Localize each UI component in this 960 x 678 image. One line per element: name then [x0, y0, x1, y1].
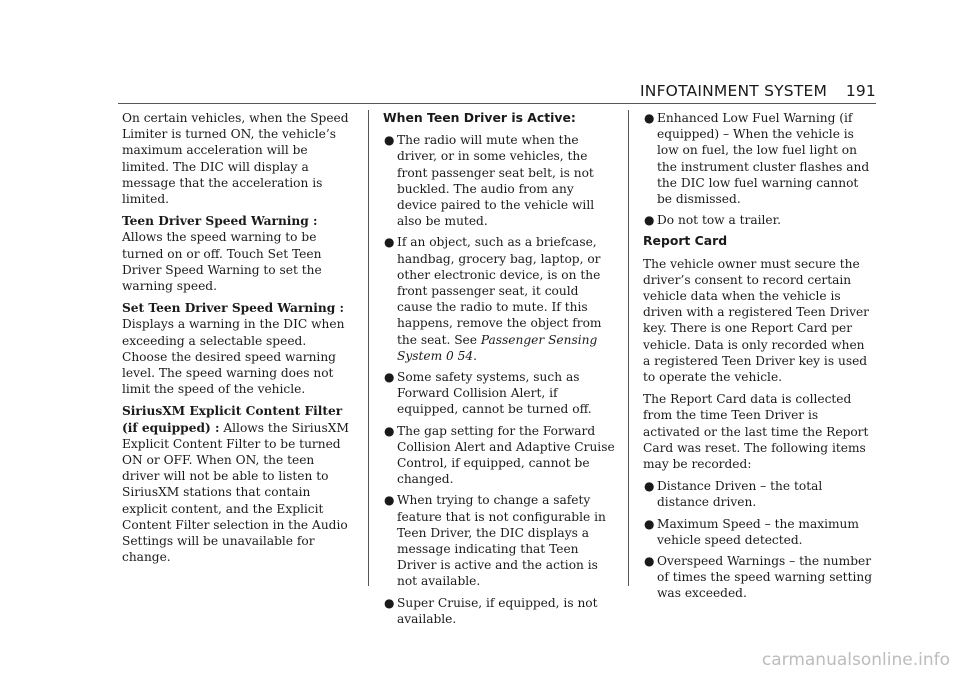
bullet-icon: ●	[644, 516, 655, 531]
term: Set Teen Driver Speed Warning :	[122, 301, 344, 316]
column-right	[643, 110, 875, 607]
list-item: ● When trying to change a safety feature that is not configurable in Teen Driver, the DIC displays a message indicating that Teen Driver is active and the action is not available.	[384, 493, 606, 589]
bullet-icon: ●	[644, 554, 655, 569]
bullet-icon: ●	[644, 111, 655, 125]
column-middle	[383, 110, 615, 632]
definition: Displays a warning in the DIC when exceeding a selectable speed. Choose the desired speed warning level. The speed warning does not limit the speed of the vehicle.	[122, 317, 345, 397]
bullet-icon: ●	[644, 479, 655, 494]
section-heading: Report Card	[643, 233, 728, 249]
list-item: ● The gap setting for the Forward Collision Alert and Adaptive Cruise Control, if equipped, cannot be changed.	[384, 423, 615, 487]
paragraph	[122, 213, 354, 294]
column-divider	[368, 110, 369, 586]
paragraph	[122, 300, 354, 397]
paragraph	[122, 403, 354, 565]
definition: Allows the speed warning to be turned on or off. Touch Set Teen Driver Speed Warning to set the warning speed.	[122, 230, 322, 294]
header-rule	[118, 103, 876, 104]
cross-reference-page: 0 54.	[442, 348, 478, 363]
definition: Allows the SiriusXM Explicit Content Filter to be turned ON or OFF. When ON, the teen driver will not be able to listen to SiriusXM stations that contain explicit content, and the Explicit Content Filter selection in the Audio Settings will be unavailable for change.	[122, 420, 349, 565]
list-item: ● The radio will mute when the driver, or in some vehicles, the front passenger seat belt, is not buckled. The audio from any device paired to the vehicle will also be muted.	[384, 133, 595, 229]
list-item: ● If an object, such as a briefcase, handbag, grocery bag, laptop, or other electronic device, is on the front passenger seat, it could cause the radio to mute. If this happens, remove the object from the seat. See Passenger Sensing System 0 54.	[384, 235, 602, 363]
column-divider	[628, 110, 629, 586]
page-number: 191	[845, 82, 876, 100]
paragraph: On certain vehicles, when the Speed Limiter is turned ON, the vehicle’s maximum acceleration will be limited. The DIC will display a message that the acceleration is limited.	[122, 111, 349, 207]
column-left	[122, 110, 354, 571]
list-item: ● Overspeed Warnings – the number of times the speed warning setting was exceeded.	[644, 554, 873, 601]
list-item: ● Do not tow a trailer.	[644, 213, 781, 228]
list-item: ● Enhanced Low Fuel Warning (if equipped) – When the vehicle is low on fuel, the low fuel light on the instrument cluster flashes and the DIC low fuel warning cannot be dismissed.	[644, 111, 870, 207]
cross-reference: Passenger Sensing System	[397, 332, 598, 363]
watermark: carmanualsonline.info	[761, 650, 950, 670]
section-heading: When Teen Driver is Active:	[383, 110, 576, 125]
term: Teen Driver Speed Warning :	[122, 214, 318, 229]
list-item: ● Maximum Speed – the maximum vehicle speed detected.	[644, 516, 859, 547]
list-item: ● Distance Driven – the total distance driven.	[644, 479, 823, 510]
page-header	[640, 82, 876, 100]
bullet-icon: ●	[384, 370, 395, 385]
section-title: INFOTAINMENT SYSTEM	[640, 82, 828, 100]
term: SiriusXM Explicit Content Filter (if equipped) :	[122, 404, 343, 435]
paragraph: The vehicle owner must secure the driver’s consent to record certain vehicle data when the vehicle is driven with a registered Teen Driver key. There is one Report Card per vehicle. Data is only recorded when a registered Teen Driver key is used to operate the vehicle.	[643, 256, 870, 385]
bullet-icon: ●	[384, 133, 395, 148]
list-item: ● Super Cruise, if equipped, is not available.	[384, 595, 598, 626]
bullet-icon: ●	[384, 493, 395, 508]
bullet-icon: ●	[384, 235, 395, 250]
bullet-icon: ●	[644, 213, 655, 228]
bullet-icon: ●	[384, 423, 395, 438]
paragraph: The Report Card data is collected from the time Teen Driver is activated or the last time the Report Card was reset. The following items may be recorded:	[643, 392, 869, 472]
bullet-icon: ●	[384, 595, 395, 610]
list-item: ● Some safety systems, such as Forward Collision Alert, if equipped, cannot be turned off.	[384, 370, 592, 417]
